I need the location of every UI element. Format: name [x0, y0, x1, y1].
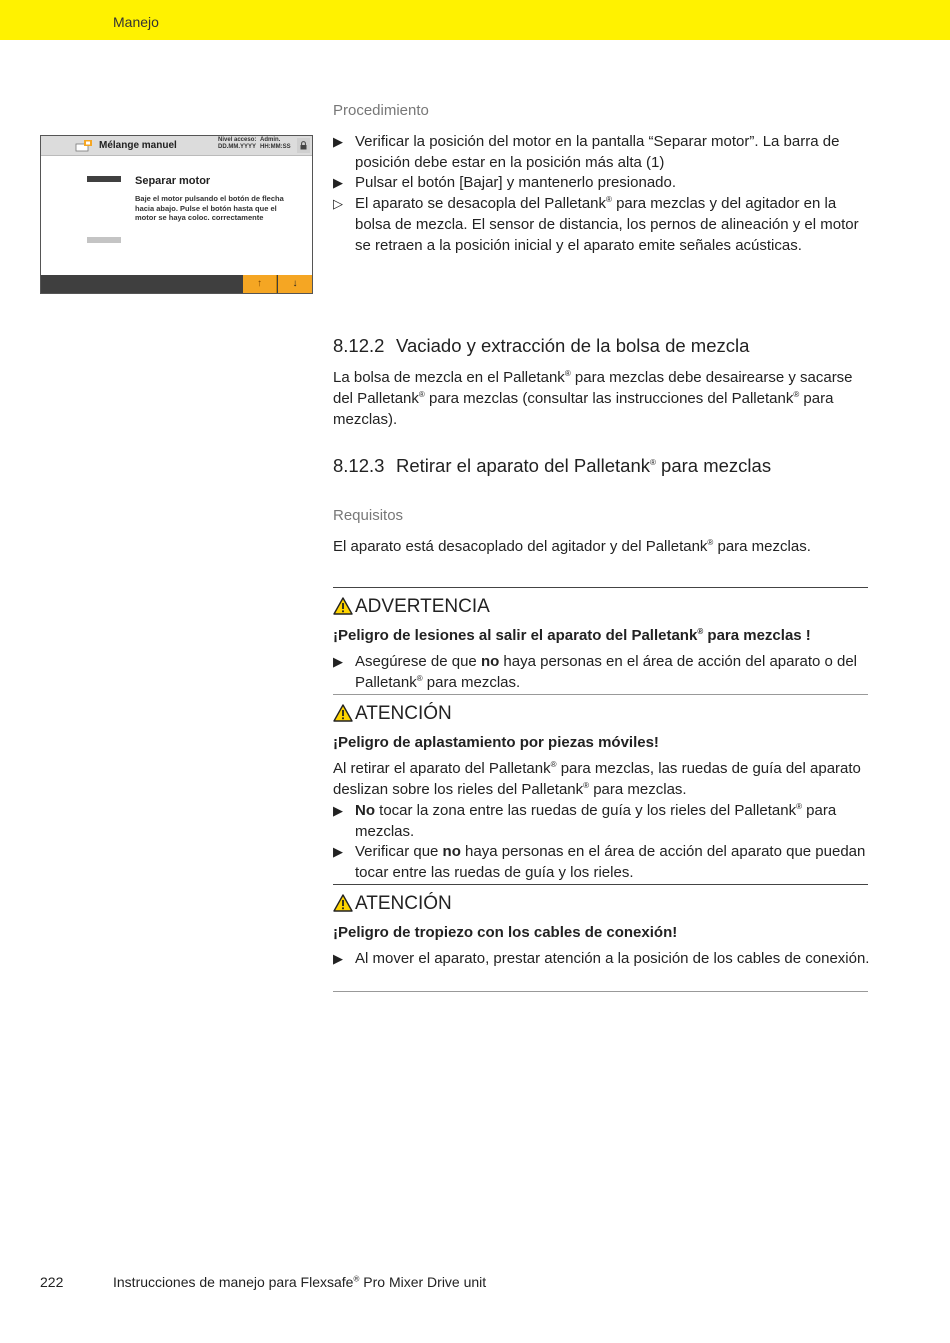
- procedure-step-1: [333, 131, 873, 173]
- caution-2-step: [333, 948, 873, 969]
- section-header: Manejo: [113, 14, 159, 30]
- position-bar-bottom: [87, 237, 121, 243]
- caution-2-hazard: ¡Peligro de tropiezo con los cables de conexión!: [333, 924, 678, 941]
- step-marker: ▶: [333, 175, 343, 190]
- caution-2-bottom-rule: [333, 991, 868, 992]
- caution-signal-word: ATENCIÓN: [355, 893, 452, 914]
- procedure-label: Procedimiento: [333, 102, 429, 119]
- device-heading: Separar motor: [135, 175, 211, 187]
- warning-top-rule: [333, 587, 868, 588]
- section-title: Vaciado y extracción de la bolsa de mezcla: [396, 335, 750, 356]
- step-marker: ▶: [333, 803, 343, 818]
- result-marker: ▷: [333, 196, 343, 211]
- device-instruction: Baje el motor pulsando el botón de flecha hacia abajo. Pulse el botón hasta que el motor se haya coloc. correctamente: [135, 194, 284, 222]
- section-number: 8.12.2: [333, 335, 385, 356]
- warning-triangle-icon: [333, 597, 353, 615]
- step-marker: ▶: [333, 134, 343, 149]
- warning-step: [333, 651, 873, 693]
- footer-doc-title: Instrucciones de manejo para Flexsafe® Pro Mixer Drive unit: [113, 1274, 487, 1290]
- device-logo-icon: [75, 139, 93, 152]
- page-number: 222: [40, 1274, 64, 1290]
- step-text: Al mover el aparato, prestar atención a la posición de los cables de conexión.: [355, 950, 870, 967]
- access-label: Nivel acceso:: [218, 137, 257, 143]
- access-value: Admin.: [260, 137, 281, 143]
- caution-1-hazard: ¡Peligro de aplastamiento por piezas móviles!: [333, 734, 659, 751]
- requirements-label: Requisitos: [333, 507, 404, 524]
- date-format: DD.MM.YYYY: [218, 144, 257, 150]
- step-text: Asegúrese de que no haya personas en el área de acción del aparato o del Palletank® para mezclas.: [355, 653, 858, 691]
- section-number: 8.12.3: [333, 455, 385, 476]
- section-title: Retirar el aparato del Palletank® para mezclas: [396, 455, 772, 476]
- lock-icon: [300, 141, 307, 150]
- section-8-12-2-body: La bolsa de mezcla en el Palletank® para mezclas debe desairearse y sacarse del Palletank® para mezclas (consultar las instrucciones del Palletank® para mezclas).: [333, 369, 853, 428]
- procedure-step-2: [333, 172, 873, 193]
- step-text: No tocar la zona entre las ruedas de guía y los rieles del Palletank® para mezclas.: [355, 802, 837, 840]
- step-marker: ▶: [333, 951, 343, 966]
- procedure-result: [333, 193, 873, 256]
- step-marker: ▶: [333, 844, 343, 859]
- warning-hazard: ¡Peligro de lesiones al salir el aparato del Palletank® para mezclas !: [333, 627, 811, 644]
- arrow-up-button[interactable]: ↑: [243, 275, 277, 293]
- step-text: Pulsar el botón [Bajar] y mantenerlo presionado.: [355, 174, 677, 191]
- device-screen-title: Mélange manuel: [99, 140, 177, 151]
- arrow-down-button[interactable]: ↓: [278, 275, 312, 293]
- section-heading-8-12-2: [333, 335, 749, 357]
- step-text: Verificar que no haya personas en el área de acción del aparato que puedan tocar entre las ruedas de guía y los rieles.: [355, 843, 866, 881]
- time-format: HH:MM:SS: [260, 144, 291, 150]
- warning-bottom-rule: [333, 694, 868, 695]
- device-access-meta: [218, 137, 256, 151]
- warning-triangle-icon: [333, 894, 353, 912]
- device-time-meta: [260, 137, 291, 151]
- caution-1-step-1: [333, 800, 873, 842]
- caution-signal-word: ATENCIÓN: [355, 703, 452, 724]
- device-title-bar: [41, 136, 312, 156]
- device-screen-figure: [40, 135, 313, 294]
- warning-signal-word: ADVERTENCIA: [355, 596, 490, 617]
- result-text: El aparato se desacopla del Palletank® para mezclas y del agitador en la bolsa de mezcla. El sensor de distancia, los pernos de alineación y el motor se retraen a la posición inicial y el aparato emite señales acústicas.: [355, 195, 859, 254]
- caution-1-bottom-rule: [333, 884, 868, 885]
- step-text: Verificar la posición del motor en la pantalla “Separar motor”. La barra de posición debe estar en la posición más alta (1): [355, 133, 840, 171]
- section-heading-8-12-3: [333, 455, 771, 477]
- lock-button: [297, 138, 310, 153]
- caution-1-step-2: [333, 841, 873, 883]
- requirements-text: El aparato está desacoplado del agitador y del Palletank® para mezclas.: [333, 538, 811, 555]
- warning-triangle-icon: [333, 704, 353, 722]
- position-bar-top: [87, 176, 121, 182]
- caution-1-body: Al retirar el aparato del Palletank® para mezclas, las ruedas de guía del aparato deslizan sobre los rieles del Palletank® para mezclas.: [333, 760, 861, 798]
- step-marker: ▶: [333, 654, 343, 669]
